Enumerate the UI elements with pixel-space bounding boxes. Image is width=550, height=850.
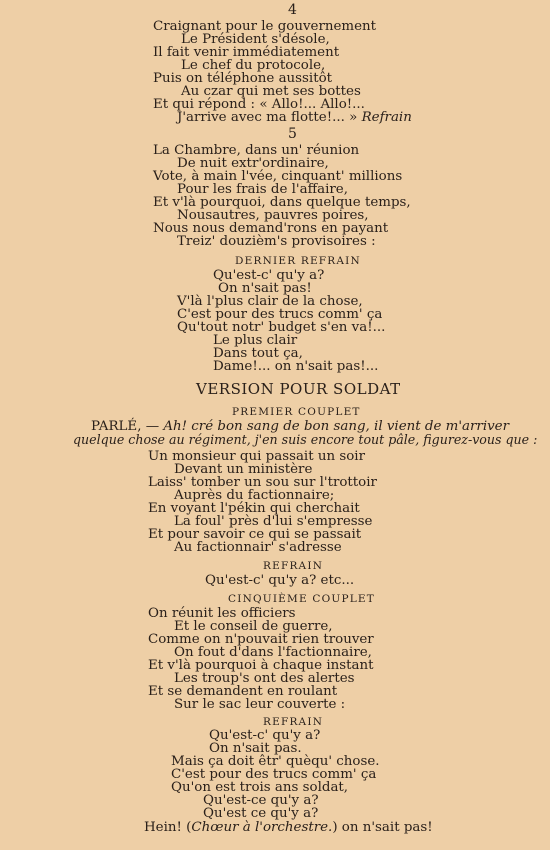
verse-line: Laiss' tomber un sou sur l'trottoir (148, 475, 377, 490)
spoken-text: quelque chose au régiment, j'en suis encore tout pâle, figurez-vous que : (73, 432, 538, 447)
spoken-text: Ah! cré bon sang de bon sang, il vient de m'arriver (163, 419, 509, 434)
verse-line: Treiz' douzièm's provisoires : (177, 234, 376, 249)
verse-line: Il fait venir immédiatement (153, 45, 340, 60)
verse-line: On réunit les officiers (148, 606, 296, 621)
section-heading: REFRAIN (263, 560, 324, 572)
verse-line (177, 111, 412, 124)
verse-line: Qu'on est trois ans soldat, (171, 780, 349, 795)
verse-line: C'est pour des trucs comm' ça (177, 307, 383, 322)
verse-line: Auprès du factionnaire; (174, 488, 335, 503)
verse-line: Le Président s'désole, (181, 32, 330, 47)
verse-line: Mais ça doit êtr' quèqu' chose. (171, 754, 380, 769)
verse-text: ) on n'sait pas! (332, 820, 433, 835)
verse-line: Et le conseil de guerre, (174, 619, 333, 634)
section-heading: PREMIER COUPLET (232, 406, 361, 418)
verse-line: Qu'est ce qu'y a? (203, 806, 319, 821)
verse-line: Comme on n'pouvait rien trouver (148, 632, 374, 647)
verse-line: Craignant pour le gouvernement (153, 19, 377, 34)
verse-line: Le chef du protocole, (181, 58, 326, 73)
verse-line: Et pour savoir ce qui se passait (148, 527, 362, 542)
verse-line: En voyant l'pékin qui cherchait (148, 501, 360, 516)
verse-line: Un monsieur qui passait un soir (148, 449, 365, 464)
verse-line: Et qui répond : « Allo!... Allo!... (153, 97, 365, 112)
verse-line: Et se demandent en roulant (148, 684, 338, 699)
verse-line: Le plus clair (213, 333, 298, 348)
verse-line: Pour les frais de l'affaire, (177, 182, 348, 197)
section-heading: CINQUIÈME COUPLET (228, 593, 375, 605)
verse-line: Qu'est-ce qu'y a? (203, 793, 319, 808)
verse-line: Puis on téléphone aussitôt (153, 71, 333, 86)
verse-line: Devant un ministère (174, 462, 313, 477)
verse-line: Au factionnair' s'adresse (174, 540, 342, 555)
refrain-note: Refrain (361, 110, 412, 125)
stanza-number: 4 (288, 2, 297, 18)
verse-line: Dame!... on n'sait pas!... (213, 359, 379, 374)
section-heading: DERNIER REFRAIN (235, 255, 361, 267)
stage-direction: Chœur à l'orchestre. (191, 820, 333, 835)
verse-line: Qu'tout notr' budget s'en va!... (177, 320, 386, 335)
spoken-line (73, 433, 537, 446)
section-heading: REFRAIN (263, 716, 324, 728)
verse-line: On fout d'dans l'factionnaire, (174, 645, 372, 660)
verse-line: La Chambre, dans un' réunion (153, 143, 360, 158)
verse-line: Nous nous demand'rons en payant (153, 221, 389, 236)
verse-line: Les troup's ont des alertes (174, 671, 355, 686)
verse-line: Nousautres, pauvres poires, (177, 208, 369, 223)
verse-text: J'arrive avec ma flotte!... » (177, 110, 358, 125)
verse-line: Dans tout ça, (213, 346, 303, 361)
verse-line: Et v'là pourquoi, dans quelque temps, (153, 195, 411, 210)
verse-line: C'est pour des trucs comm' ça (171, 767, 377, 782)
verse-line: On n'sait pas! (218, 281, 312, 296)
verse-line: Sur le sac leur couverte : (174, 697, 346, 712)
verse-line: Qu'est-c' qu'y a? etc... (205, 573, 355, 588)
verse-line: Qu'est-c' qu'y a? (209, 728, 321, 743)
verse-line: Au czar qui met ses bottes (181, 84, 361, 99)
stanza-number: 5 (288, 126, 297, 142)
verse-line: Vote, à main l'vée, cinquant' millions (153, 169, 403, 184)
section-title: VERSION POUR SOLDAT (196, 380, 401, 398)
verse-line: V'là l'plus clair de la chose, (177, 294, 363, 309)
verse-line: On n'sait pas. (209, 741, 302, 756)
parle-label: PARLÉ, — (91, 419, 160, 434)
verse-text: Hein! ( (144, 820, 192, 835)
verse-line: Et v'là pourquoi à chaque instant (148, 658, 374, 673)
verse-line: Qu'est-c' qu'y a? (213, 268, 325, 283)
verse-line: La foul' près d'lui s'empresse (174, 514, 373, 529)
verse-line: De nuit extr'ordinaire, (177, 156, 329, 171)
verse-line (144, 821, 433, 834)
